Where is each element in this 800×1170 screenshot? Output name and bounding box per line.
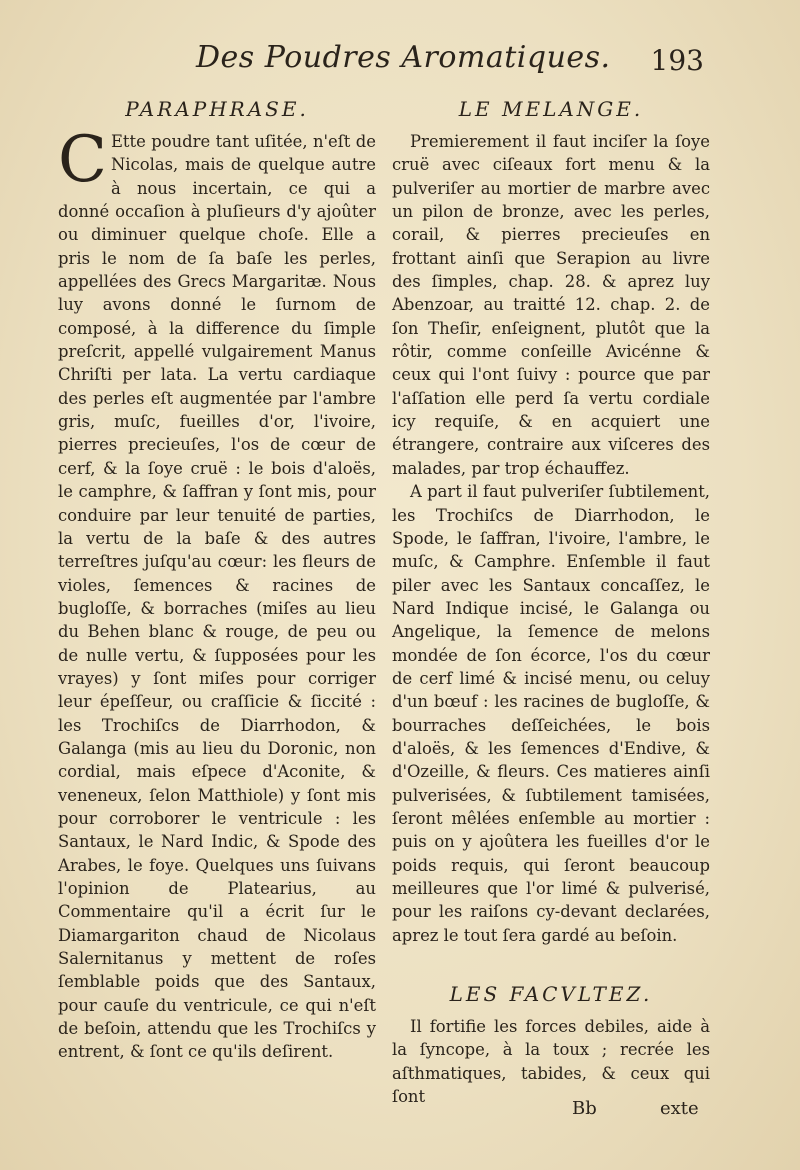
left-column [58,96,376,1064]
paraphrase-paragraph [58,123,376,1064]
facultez-paragraph: Il fortifie les forces debiles, aide à la ſyncope, à la toux ; recrée les aſthmatiques, tabides, & ceux qui ſont [392,1017,710,1107]
page-header [0,40,800,90]
paraphrase-text: Ette poudre tant uſitée, n'eſt de Nicolas, mais de quelque autre à nous incertain, ce qui a donné occaſion à pluſieurs d'y ajoûter ou diminuer quelque choſe. Elle a pris le nom de ſa baſe les perles, appellées des Grecs Margaritæ. Nous luy avons donné le ſurnom de composé, à la difference du ſimple preſcrit, appellé vulgairement Manus Chriſti per lata. La vertu cardiaque des perles eſt augmentée par l'ambre gris, muſc, fueilles d'or, l'ivoire, pierres precieuſes, l'os de cœur de cerf, & la ſoye cruë : le bois d'aloës, le camphre, & ſaffran y ſont mis, pour conduire par leur tenuité de parties, la vertu de la baſe & des autres terreſtres juſqu'au cœur: les fleurs de violes, ſemences & racines de bugloſſe, & borraches (miſes au lieu du Behen blanc & rouge, de peu ou de nulle vertu, & ſupposées pour les vrayes) y ſont miſes pour corriger leur épeſſeur, ou craſſicie & ſiccité : les Trochiſcs de Diarrhodon, & Galanga (mis au lieu du Doronic, non cordial, mais eſpece d'Aconite, & veneneux, ſelon Matthiole) y ſont mis pour corroborer le ventricule : les Santaux, le Nard Indic, & Spode des Arabes, le foye. Quelques uns ſuivans l'opinion de Platearius, au Commentaire qu'il a écrit ſur le Diamargariton chaud de Nicolaus Salernitanus y mettent de roſes ſemblable poids que des Santaux, pour cauſe du ventricule, ce qui n'eſt de beſoin, attendu que les Trochiſcs y entrent, & ſont ce qu'ils deſirent. [58,132,376,1062]
drop-cap: C [58,123,107,197]
right-column [392,96,710,1108]
melange-paragraph-2: A part il faut pulveriſer ſubtilement, les Trochiſcs de Diarrhodon, le Spode, le ſaffran, l'ivoire, l'ambre, le muſc, & Camphre. Enſemble il faut piler avec les Santaux concaſſez, le Nard Indique incisé, le Galanga ou Angelique, la ſemence de melons mondée de ſon écorce, l'os du cœur de cerf limé & incisé menu, ou celuy d'un bœuf : les racines de bugloſſe, & bourraches deſſeichées, le bois d'aloës, & les ſemences d'Endive, & d'Ozeille, & fleurs. Ces matieres ainſi pulverisées, & ſubtilement tamisées, ſeront mêlées enſemble au mortier : puis on y ajoûtera les fueilles d'or le poids requis, qui ſeront beaucoup meilleures que l'or limé & pulverisé, pour les raiſons cy-devant declarées, aprez le tout ſera gardé au beſoin. [392,482,710,945]
catchword: exte [660,1098,699,1119]
melange-heading: LE MELANGE. [458,97,644,121]
signature-mark: Bb [572,1098,597,1119]
page-number: 193 [650,44,704,77]
facultez-heading: LES FACVLTEZ. [449,982,653,1007]
paraphrase-heading: PARAPHRASE. [125,97,309,121]
melange-paragraph-1: Premierement il faut inciſer la ſoye cruë avec ciſeaux fort menu & la pulveriſer au mortier de marbre avec un pilon de bronze, avec les perles, corail, & pierres precieuſes en frottant ainſi que Serapion au livre des ſimples, chap. 28. & aprez luy Abenzoar, au traitté 12. chap. 2. de ſon Theſir, enſeignent, plutôt que la rôtir, comme conſeille Avicénne & ceux qui l'ont ſuivy : pource que par l'aſſation elle perd ſa vertu cordiale icy requiſe, & en acquiert une étrangere, contraire aux viſceres des malades, par trop échauffez. [392,132,710,478]
running-title: Des Poudres Aromatiques. [196,40,611,75]
section-gap [392,947,710,981]
